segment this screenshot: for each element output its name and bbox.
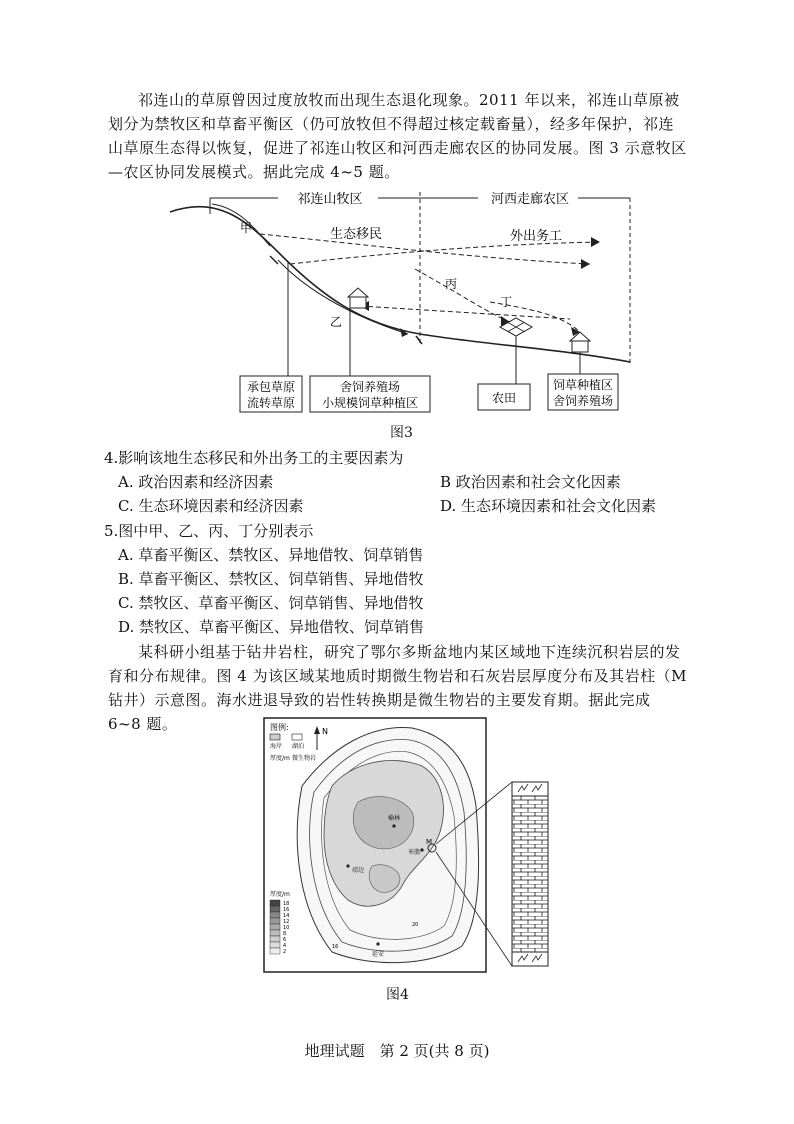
figure-4-map (262, 716, 552, 976)
town-label: 榆林 (388, 815, 401, 822)
box-contract-line2: 流转草原 (246, 396, 296, 410)
legend-item: 湖泊 (292, 743, 305, 750)
legend-title: 图例: (270, 723, 289, 732)
box-contract-line1: 承包草原 (246, 380, 296, 394)
thickness-tick: 4 (283, 943, 287, 949)
legend-item: 微生物岩 (292, 755, 317, 762)
q4-option-b[interactable]: B 政治因素和社会文化因素 (440, 473, 621, 491)
town-label: 米脂 (408, 849, 421, 856)
rock-column (512, 782, 548, 966)
q4-option-c[interactable]: C. 生态环境因素和经济因素 (118, 497, 304, 515)
thickness-tick: 14 (283, 913, 290, 919)
arrow-label-work: 外出务工 (510, 229, 563, 244)
thickness-tick: 2 (283, 949, 287, 955)
q4-option-a[interactable]: A. 政治因素和经济因素 (118, 473, 274, 491)
q5-option-a[interactable]: A. 草畜平衡区、禁牧区、异地借牧、饲草销售 (118, 546, 424, 564)
box-feedlot-line1: 舍饲养殖场 (339, 380, 401, 394)
well-m-label: M (426, 838, 433, 846)
passage-1: 祁连山的草原曾因过度放牧而出现生态退化现象。2011 年以来，祁连山草原被划分为禁牧区和草畜平衡区（仍可放牧但不得超过核定载畜量），经多年保护，祁连山草原生态得以恢复，促进了祁连山牧区和河西走廊农区的协同发展。图 3 示意牧区—农区协同发展模式。据此完成 4~5 题。 (108, 91, 687, 181)
thickness-tick: 6 (283, 937, 287, 943)
thickness-scale-title: 厚度/m (270, 891, 290, 898)
question-4-stem: 4.影响该地生态移民和外出务工的主要因素为 (104, 449, 404, 467)
town-label: 靖边 (352, 867, 365, 874)
svg-text:N: N (322, 727, 328, 736)
box-forage-line1: 饲草种植区 (552, 378, 614, 392)
q5-option-b[interactable]: B. 草畜平衡区、禁牧区、饲草销售、异地借牧 (118, 570, 424, 588)
thickness-scale (270, 900, 280, 954)
town-label: 延安 (372, 951, 385, 958)
q4-option-d[interactable]: D. 生态环境因素和社会文化因素 (440, 497, 657, 515)
arrow-label-migration: 生态移民 (330, 227, 383, 242)
q5-option-c[interactable]: C. 禁牧区、草畜平衡区、饲草销售、异地借牧 (118, 594, 424, 612)
contour-label: 16 (332, 944, 339, 950)
label-yi: 乙 (330, 315, 343, 329)
legend-item: 海岸 (270, 743, 283, 750)
label-jia: 甲 (240, 221, 253, 235)
label-bing: 丙 (445, 277, 458, 291)
thickness-tick: 10 (283, 925, 290, 931)
passage-2: 某科研小组基于钻井岩柱，研究了鄂尔多斯盆地内某区域地下连续沉积岩层的发育和分布规律。图 4 为该区域某地质时期微生物岩和石灰岩层厚度分布及其岩柱（M 钻井）示意图。海水进退导致的岩性转换期是微生物岩的主要发育期。据此完成 6~8 题。 (108, 643, 687, 733)
figure-3-diagram (160, 184, 640, 416)
thickness-tick: 16 (283, 907, 290, 913)
thickness-tick: 18 (283, 901, 290, 907)
thickness-tick: 12 (283, 919, 290, 925)
figure-4-caption: 图4 (386, 987, 409, 1003)
region-label-farming: 河西走廊农区 (490, 192, 570, 207)
barn-icon (348, 288, 368, 308)
figure-3-caption: 图3 (390, 425, 413, 441)
thickness-tick: 8 (283, 931, 287, 937)
page-footer: 地理试题 第 2 页(共 8 页) (304, 1042, 490, 1060)
legend-item: 厚度/m (270, 755, 290, 762)
contour-label: 20 (412, 922, 419, 928)
label-ding: 丁 (500, 295, 513, 309)
box-forage-line2: 舍饲养殖场 (552, 394, 614, 408)
q5-option-d[interactable]: D. 禁牧区、草畜平衡区、异地借牧、饲草销售 (118, 618, 425, 636)
question-5-stem: 5.图中甲、乙、丙、丁分别表示 (104, 522, 314, 540)
box-feedlot-line2: 小规模饲草种植区 (321, 396, 419, 410)
box-farmland: 农田 (491, 391, 517, 405)
region-label-pastoral: 祁连山牧区 (297, 192, 363, 207)
